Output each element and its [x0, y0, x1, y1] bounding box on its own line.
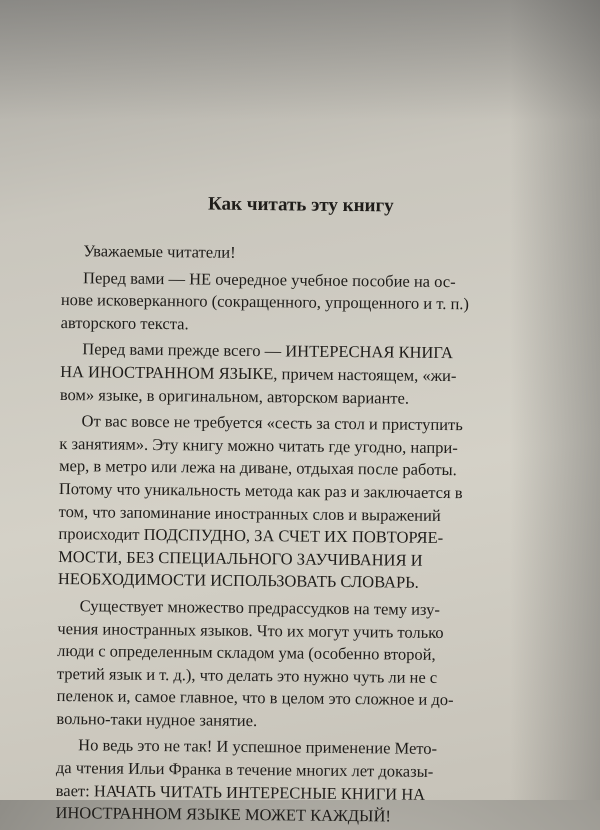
text-line: авторского текста. [60, 312, 189, 334]
paragraph-4 [56, 595, 525, 735]
text-line: Перед вами — НЕ очередное учебное пособие на ос- [83, 267, 456, 291]
text-line: пеленок и, самое главное, что в целом это сложное и до- [56, 686, 454, 710]
text-line: От вас вовсе не требуется «сесть за стол и приступить [81, 411, 463, 435]
text-line: да чтения Ильи Франка в течение многих лет доказы- [55, 758, 434, 781]
text-line: Потому что уникальность метода как раз и заключается в [58, 478, 463, 503]
text-line: НЕОБХОДИМОСТИ ИСПОЛЬЗОВАТЬ СЛОВАРЬ. [57, 569, 419, 593]
text-line: Существует множество предрассудков на тему изу- [79, 596, 441, 619]
text-line: чения иностранных языков. Что их могут учить только [57, 618, 444, 642]
paragraph-5 [55, 734, 524, 829]
text-line: МОСТИ, БЕЗ СПЕЦИАЛЬНОГО ЗАУЧИВАНИЯ И [58, 546, 423, 570]
text-line: том, что запоминание иностранных слов и выражений [58, 501, 441, 525]
text-line: Но ведь это не так! И успешное применение Мето- [78, 735, 438, 759]
text-line: Уважаемые читатели! [83, 241, 236, 262]
paragraph-2 [60, 338, 529, 411]
text-line: мер, в метро или лежа на диване, отдыхая после работы. [59, 456, 457, 480]
text-line: люди с определенным складом ума (особенно второй, [57, 641, 436, 665]
text-line: вает: НАЧАТЬ ЧИТАТЬ ИНТЕРЕСНЫЕ КНИГИ НА [55, 780, 426, 804]
text-line: происходит ПОДСПУДНО, ЗА СЧЕТ ИХ ПОВТОРЯЕ- [58, 524, 444, 548]
text-line: третий язык и т. д.), что делать это нужно чуть ли не с [56, 663, 438, 687]
text-line: вольно-таки нудное занятие. [56, 708, 258, 730]
text-line: ИНОСТРАННОМ ЯЗЫКЕ МОЖЕТ КАЖДЫЙ! [55, 803, 392, 826]
paragraph-3 [58, 410, 528, 596]
chapter-title: Как читать эту книгу [207, 193, 394, 217]
page-content [55, 192, 530, 830]
text-line: НА ИНОСТРАННОМ ЯЗЫКЕ, причем настоящем, «жи- [60, 361, 457, 386]
text-line: нове исковерканного (сокращенного, упрощенного и т. п.) [60, 290, 470, 314]
text-line: к занятиям». Эту книгу можно читать где угодно, напри- [59, 433, 458, 457]
text-line: вом» языке, в оригинальном, авторском варианте. [59, 384, 410, 408]
text-line: Перед вами прежде всего — ИНТЕРЕСНАЯ КНИГА [82, 339, 454, 363]
paragraph-1 [61, 267, 530, 340]
